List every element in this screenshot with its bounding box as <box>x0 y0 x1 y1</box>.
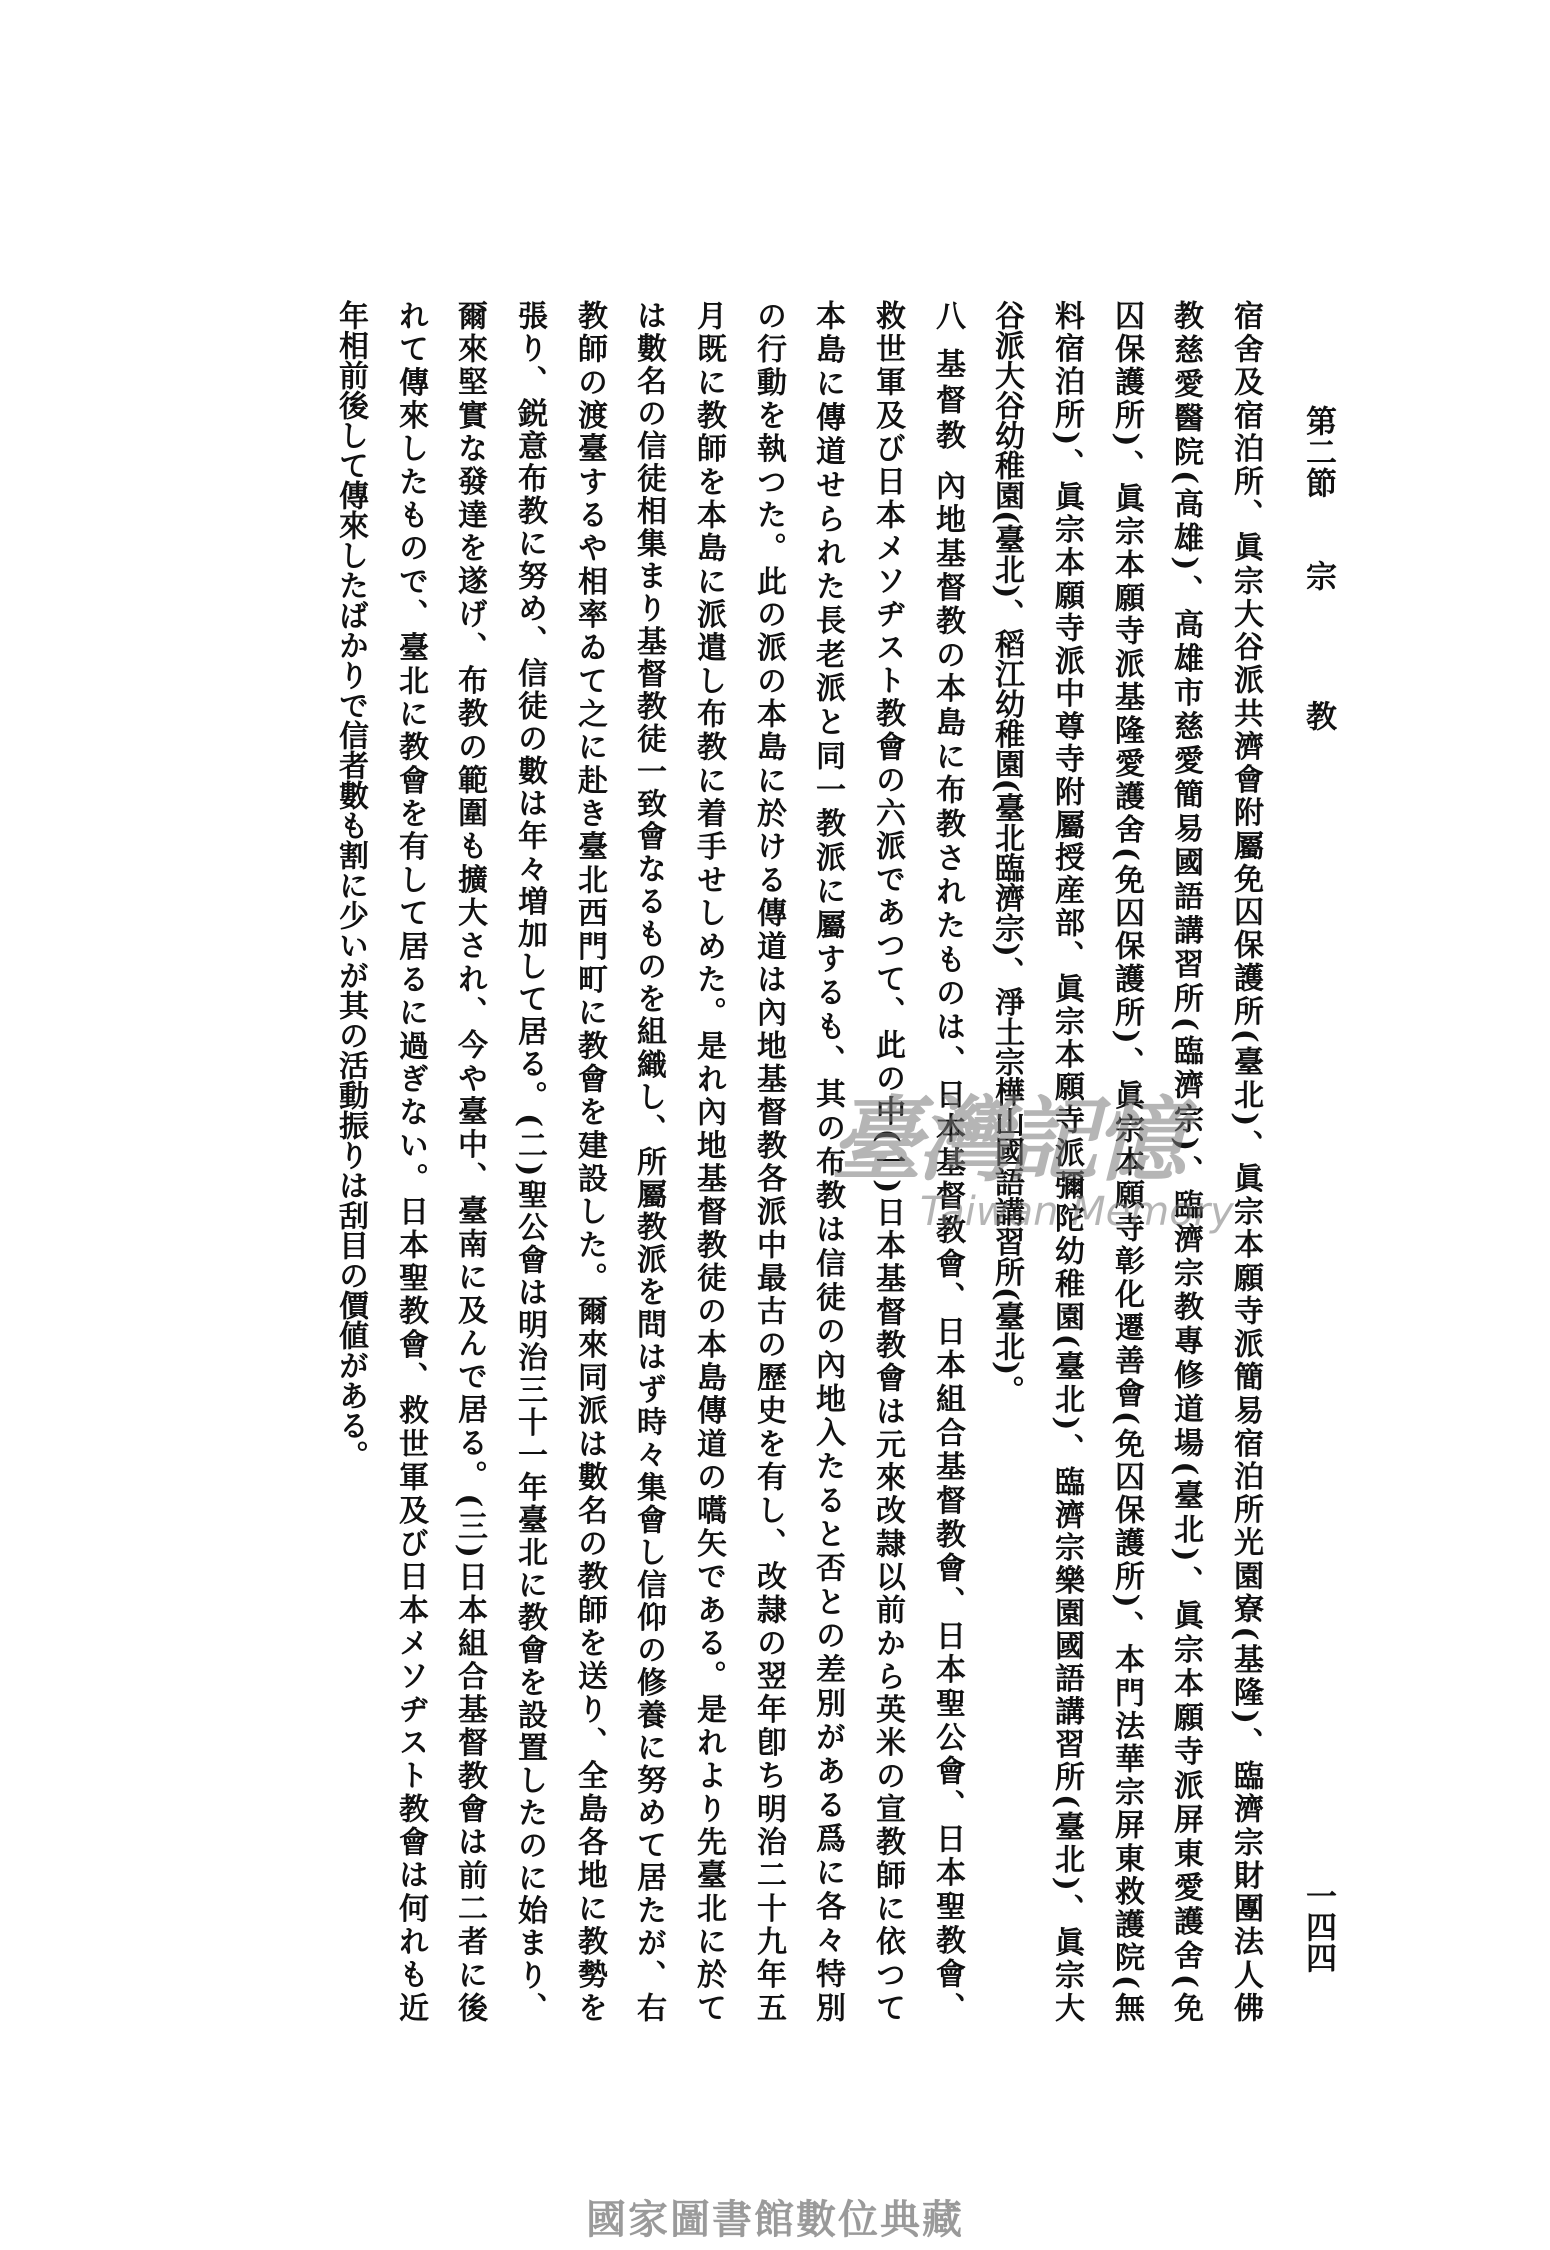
text-column: 月既に教師を本島に派遣し布教に着手せしめた。是れ內地基督教徒の本島傳道の嚆矢である。是れより先臺北に於て <box>691 300 726 2023</box>
library-footer: 國家圖書館數位典藏 <box>586 2197 964 2243</box>
text-column: 料宿泊所)、眞宗本願寺派中尊寺附屬授産部、眞宗本願寺派彌陀幼稚園(臺北)、臨濟宗樂園國語講習所(臺北)、眞宗大 <box>1049 300 1084 2022</box>
section-title-char-2: 教 <box>1300 700 1336 731</box>
text-column: 教慈愛醫院(高雄)、高雄市慈愛簡易國語講習所(臨濟宗)、臨濟宗教專修道場(臺北)、眞宗本願寺派屏東愛護舍(免 <box>1168 300 1203 2022</box>
page-number: 一四四 <box>1300 1880 1336 1973</box>
text-column: 爾來堅實な發達を遂げ、布教の範圍も擴大され、今や臺中、臺南に及んで居る。(三)日本組合基督教會は前二者に後 <box>452 300 487 2022</box>
section-heading: 基督教 <box>930 348 965 456</box>
section-eight-column <box>927 300 967 2022</box>
section-text: 內地基督教の本島に布教されたものは、日本基督教會、日本組合基督教會、日本聖公會、日本聖教會、 <box>930 469 965 2023</box>
text-column: 張り、鋭意布教に努め、信徒の數は年々増加して居る。(二)聖公會は明治三十一年臺北に教會を設置したのに始まり、 <box>512 300 547 2022</box>
section-title-char-1: 宗 <box>1300 560 1336 591</box>
text-column: 救世軍及び日本メソヂスト教會の六派であつて、此の中(一)日本基督教會は元來改隷以前から英米の宣教師に依つて <box>870 300 905 2022</box>
text-column: 教師の渡臺するや相率ゐて之に赴き臺北西門町に教會を建設した。爾來同派は數名の教師を送り、全島各地に教勢を <box>572 300 607 2022</box>
text-column: は數名の信徒相集まり基督教徒一致會なるものを組織し、所屬教派を問はず時々集會し信仰の修養に努めて居たが、右 <box>631 300 666 2022</box>
section-number: 八 <box>930 300 965 334</box>
section-number: 第二節 <box>1300 405 1336 498</box>
text-column: 本島に傳道せられた長老派と同一教派に屬するも、其の布教は信徒の內地入たると否との差別がある爲に各々特別 <box>810 300 845 2022</box>
watermark-english: Taiwan Memory <box>920 1189 1234 1235</box>
watermark-chinese: 臺灣記憶 <box>830 1086 1183 1194</box>
text-column: 年相前後して傳來したばかりで信者數も割に少いが其の活動振りは刮目の價値がある。 <box>333 300 368 1470</box>
text-column: 谷派大谷幼稚園(臺北)、稻江幼稚園(臺北臨濟宗)、淨土宗樺山國語講習所(臺北)。 <box>989 300 1024 1406</box>
text-column: れて傳來したもので、臺北に教會を有して居るに過ぎない。日本聖教會、救世軍及び日本メソヂスト教會は何れも近 <box>393 300 428 2022</box>
text-column: 囚保護所)、眞宗本願寺派基隆愛護舍(免囚保護所)、眞宗本願寺彰化遷善會(免囚保護所)、本門法華宗屏東救護院(無 <box>1109 300 1144 2022</box>
text-column: の行動を執つた。此の派の本島に於ける傳道は內地基督教各派中最古の歷史を有し、改隷の翌年卽ち明治二十九年五 <box>751 300 786 2023</box>
text-column: 宿舍及宿泊所、眞宗大谷派共濟會附屬免囚保護所(臺北)、眞宗本願寺派簡易宿泊所光園寮(基隆)、臨濟宗財團法人佛 <box>1228 300 1263 2022</box>
